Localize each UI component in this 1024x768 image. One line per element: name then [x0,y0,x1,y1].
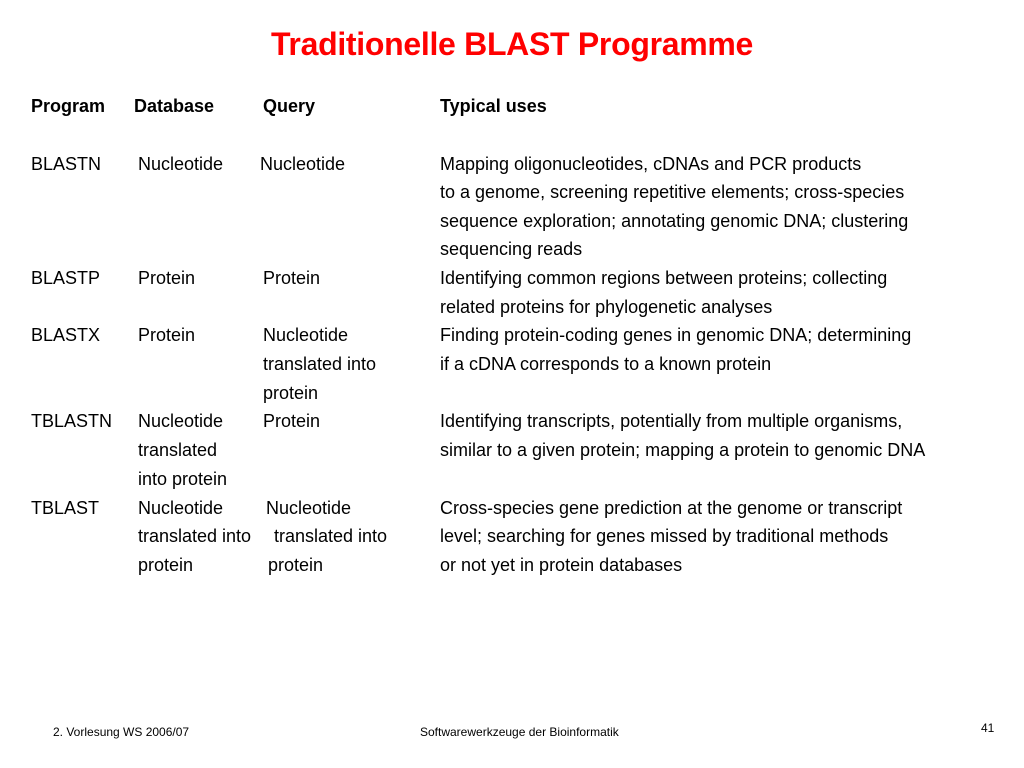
header-typical-uses: Typical uses [440,96,547,116]
row-blastx-uses-line: Finding protein-coding genes in genomic DNA; determining [440,325,912,345]
row-blastx-database: Protein [138,325,196,345]
footer-course-title: Softwarewerkzeuge der Bioinformatik [420,725,619,739]
row-tblast-query-line: protein [268,555,324,575]
row-blastx-uses-line: if a cDNA corresponds to a known protein [440,354,772,374]
row-tblast-database-line: translated into [138,526,252,546]
row-blastp-database: Protein [138,268,196,288]
header-database: Database [134,96,215,116]
row-blastp-uses-line: Identifying common regions between proteins; collecting [440,268,888,288]
row-tblast-uses-line: Cross-species gene prediction at the genome or transcript [440,498,903,518]
row-tblastn-program: TBLASTN [31,411,113,431]
row-blastn-uses-line: Mapping oligonucleotides, cDNAs and PCR products [440,154,862,174]
row-tblast-database-line: Nucleotide [138,498,224,518]
slide-title: Traditionelle BLAST Programme [270,26,754,62]
row-tblast-query-line: Nucleotide [266,498,352,518]
footer-lecture: 2. Vorlesung WS 2006/07 [53,725,190,739]
row-tblast-uses-line: level; searching for genes missed by traditional methods [440,526,889,546]
row-blastx-program: BLASTX [31,325,101,345]
row-blastn-query: Nucleotide [260,154,346,174]
row-tblastn-database-line: into protein [138,469,228,489]
row-blastp-query: Protein [263,268,321,288]
row-blastx-query-line: translated into [263,354,377,374]
row-blastn-uses-line: to a genome, screening repetitive elements; cross-species [440,182,905,202]
row-blastx-query-line: protein [263,383,319,403]
row-blastn-uses-line: sequence exploration; annotating genomic DNA; clustering [440,211,909,231]
row-tblastn-uses-line: Identifying transcripts, potentially from multiple organisms, [440,411,903,431]
row-tblast-database-line: protein [138,555,194,575]
row-tblastn-database-line: translated [138,440,218,460]
row-tblastn-query: Protein [263,411,321,431]
row-blastn-program: BLASTN [31,154,102,174]
page-number: 41 [981,721,995,735]
row-blastn-database: Nucleotide [138,154,224,174]
header-program: Program [31,96,106,116]
row-tblastn-database-line: Nucleotide [138,411,224,431]
row-tblastn-uses-line: similar to a given protein; mapping a protein to genomic DNA [440,440,926,460]
row-tblast-program: TBLAST [31,498,100,518]
row-blastp-program: BLASTP [31,268,101,288]
header-query: Query [263,96,316,116]
row-blastn-uses-line: sequencing reads [440,239,583,259]
row-blastx-query-line: Nucleotide [263,325,349,345]
row-tblast-query-line: translated into [274,526,388,546]
row-tblast-uses-line: or not yet in protein databases [440,555,683,575]
row-blastp-uses-line: related proteins for phylogenetic analyses [440,297,773,317]
